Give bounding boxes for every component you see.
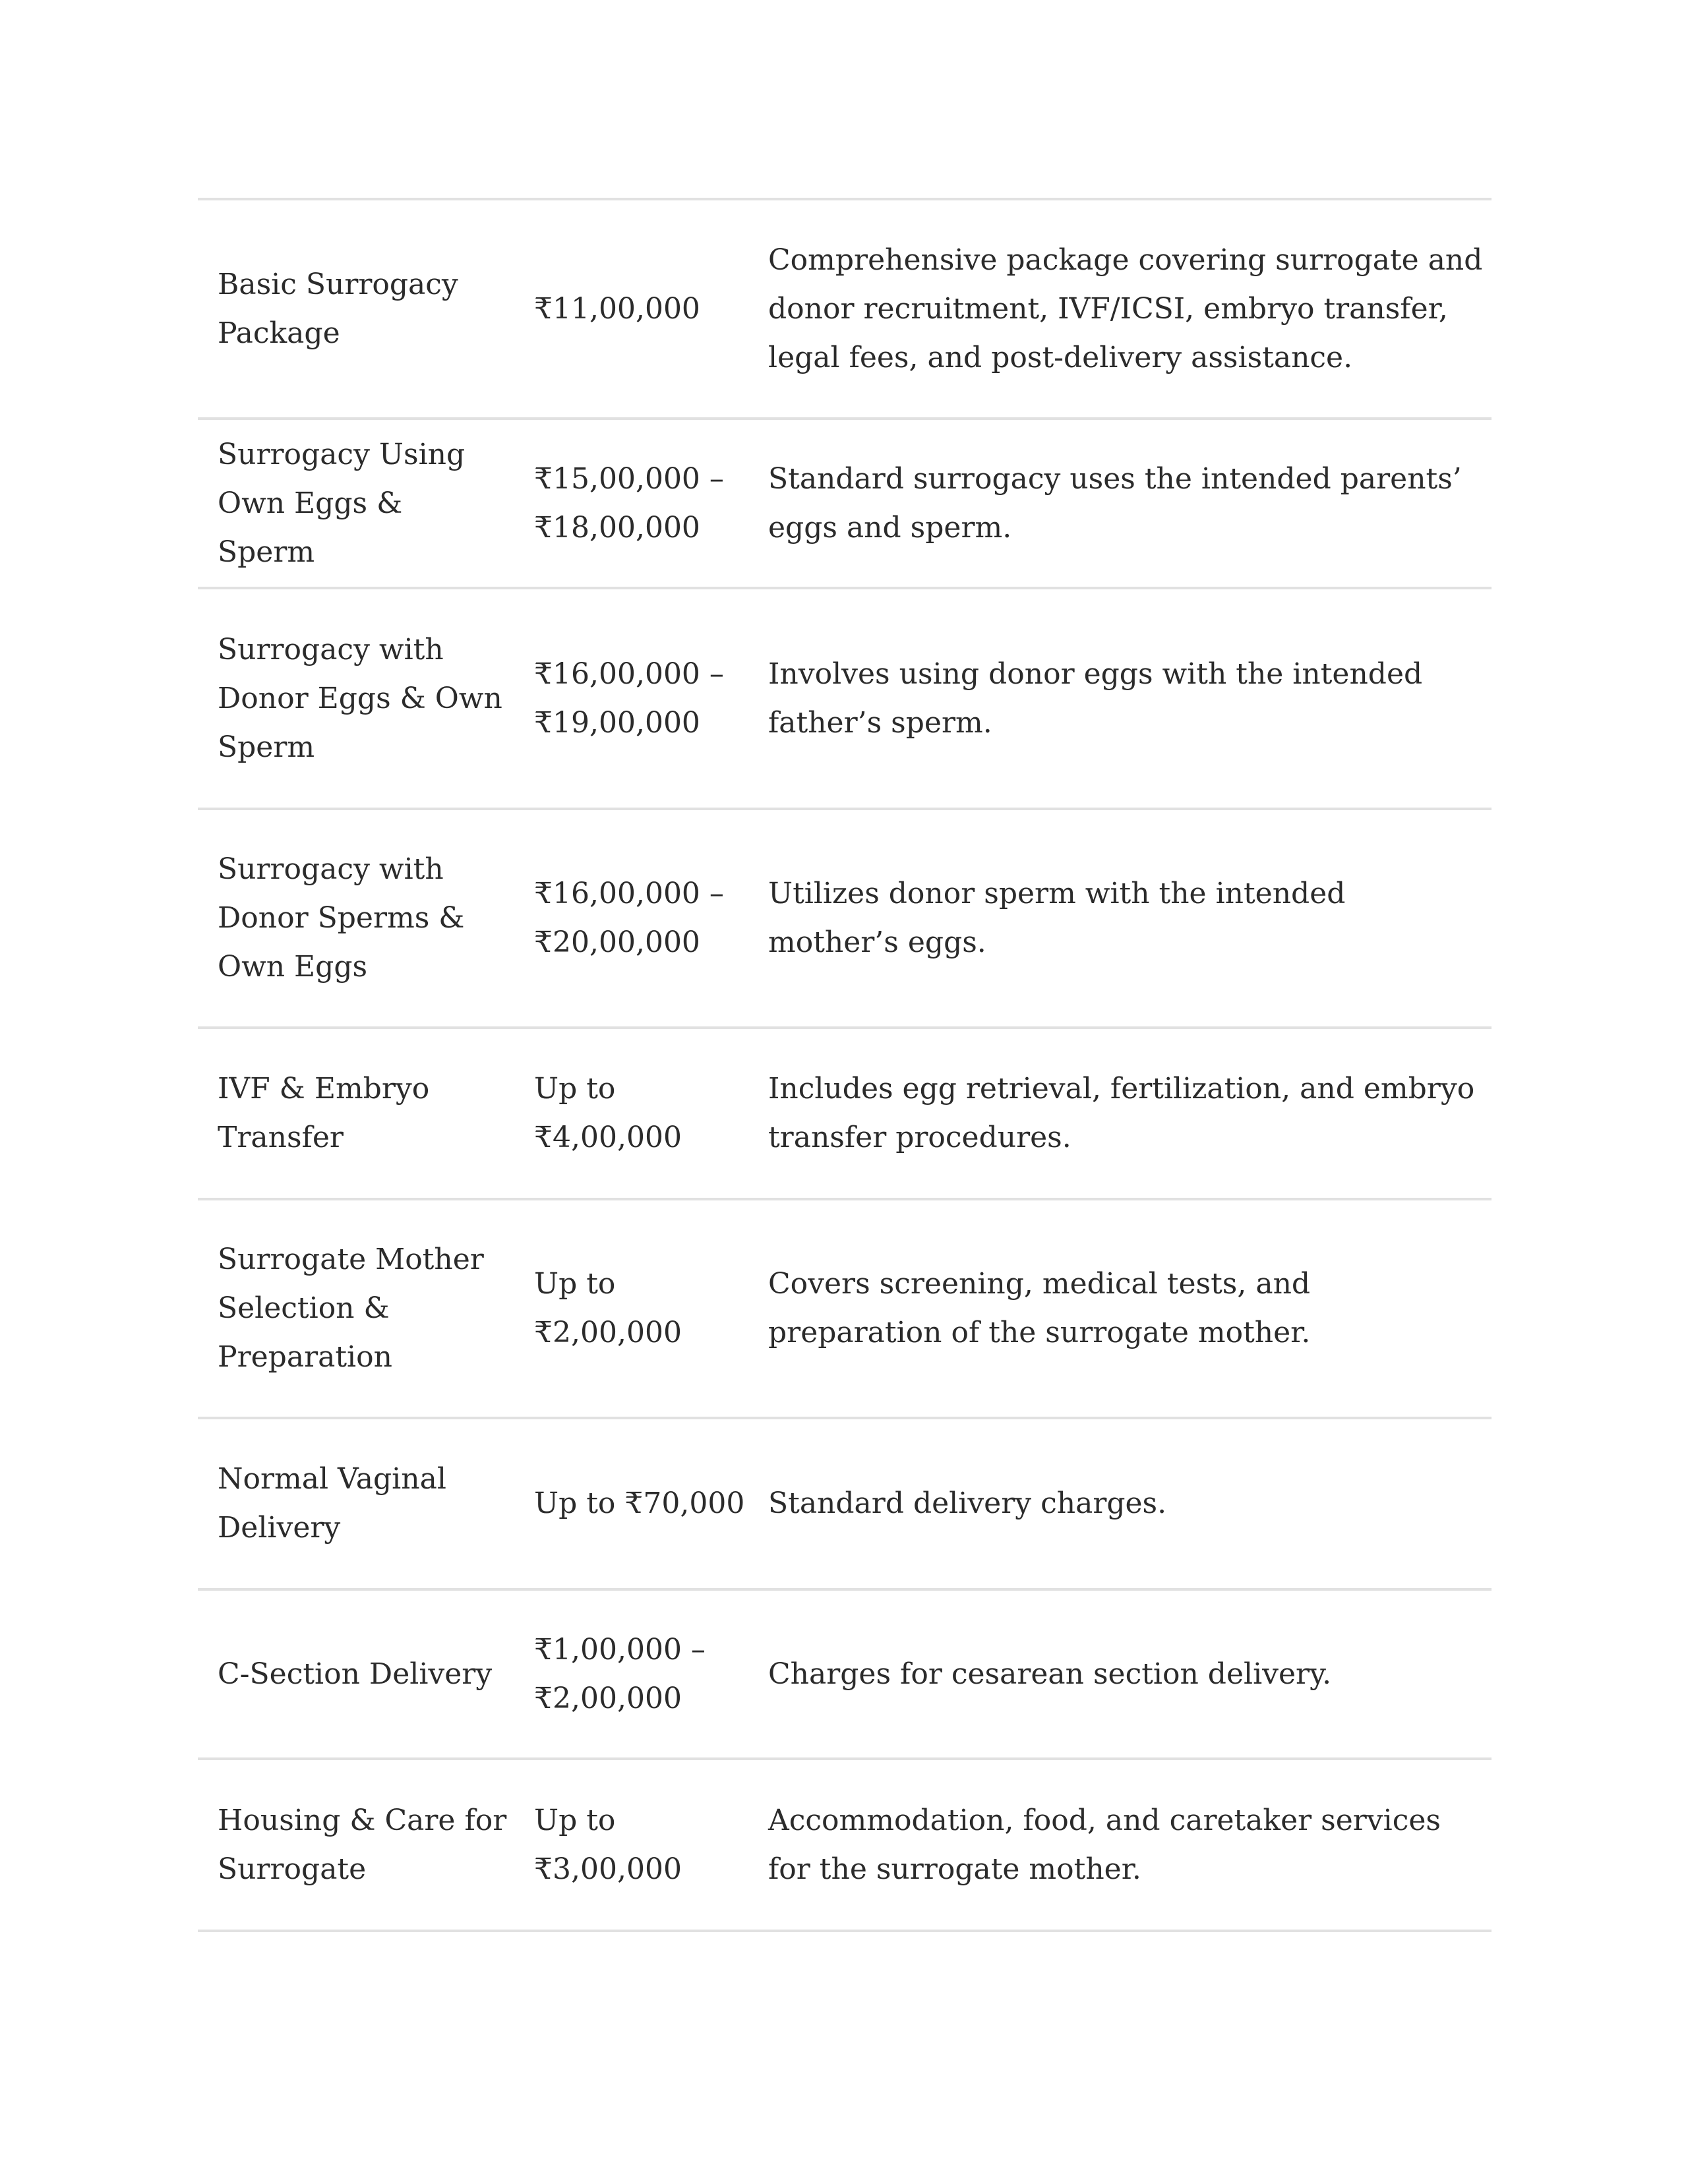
table-row [198,1419,1492,1591]
service-name-cell: Surrogacy Using Own Eggs & Sperm [218,437,466,569]
table-row [198,1591,1492,1760]
description-cell: Standard surrogacy uses the intended parents’ eggs and sperm. [768,461,1462,545]
cost-cell: ₹11,00,000 [534,291,700,326]
service-name-cell: IVF & Embryo Transfer [218,1072,430,1154]
cost-cell: Up to ₹2,00,000 [534,1267,682,1349]
table-row [198,1029,1492,1200]
table-row [198,810,1492,1029]
table-row [198,589,1492,810]
cost-cell: Up to ₹3,00,000 [534,1803,682,1886]
service-name-cell: Normal Vaginal Delivery [218,1462,446,1545]
service-name-cell: Basic Surrogacy Package [218,267,458,350]
table-row [198,420,1492,589]
cost-cell: Up to ₹4,00,000 [534,1072,682,1154]
cost-cell: Up to ₹70,000 [534,1487,745,1520]
cost-cell: ₹1,00,000 – ₹2,00,000 [534,1632,706,1715]
description-cell: Includes egg retrieval, fertilization, and embryo transfer procedures. [768,1072,1475,1154]
service-name-cell: Surrogacy with Donor Sperms & Own Eggs [218,852,465,984]
surrogacy-cost-table [198,198,1492,1932]
service-name-cell: Surrogacy with Donor Eggs & Own Sperm [218,632,502,764]
service-name-cell: C-Section Delivery [218,1657,493,1691]
table-row [198,1760,1492,1932]
cost-cell: ₹15,00,000 – ₹18,00,000 [534,461,724,545]
description-cell: Covers screening, medical tests, and preparation of the surrogate mother. [768,1267,1311,1349]
service-name-cell: Surrogate Mother Selection & Preparation [218,1243,484,1374]
table-row [198,1200,1492,1419]
cost-cell: ₹16,00,000 – ₹19,00,000 [534,657,724,740]
cost-cell: ₹16,00,000 – ₹20,00,000 [534,877,724,959]
description-cell: Comprehensive package covering surrogate and donor recruitment, IVF/ICSI, embryo transfer, legal fees, and post-delivery assistance. [768,243,1483,374]
description-cell: Standard delivery charges. [768,1487,1167,1520]
service-name-cell: Housing & Care for Surrogate [218,1803,507,1886]
description-cell: Charges for cesarean section delivery. [768,1657,1332,1691]
description-cell: Utilizes donor sperm with the intended mother’s eggs. [768,877,1346,959]
description-cell: Involves using donor eggs with the intended father’s sperm. [768,657,1423,740]
table-row [198,200,1492,420]
description-cell: Accommodation, food, and caretaker services for the surrogate mother. [768,1803,1441,1886]
